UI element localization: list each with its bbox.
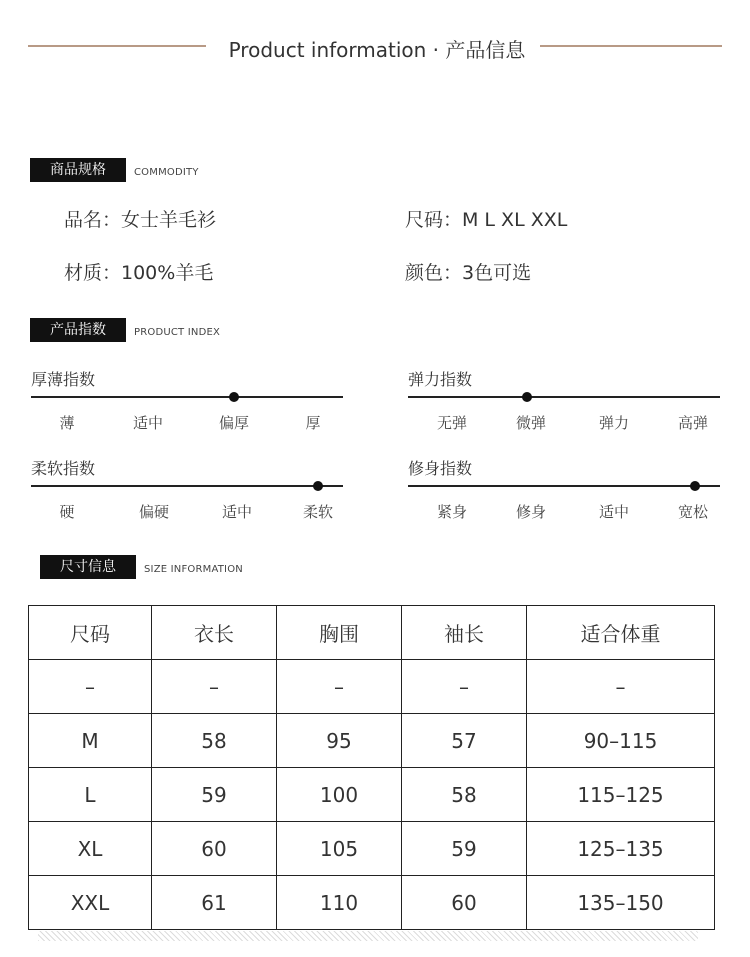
table-cell: –: [152, 660, 277, 714]
decorative-zigzag: [38, 931, 698, 941]
table-cell: 115–125: [527, 768, 715, 822]
table-cell: 90–115: [527, 714, 715, 768]
scale-label: 适中: [221, 503, 252, 521]
table-cell: 59: [402, 822, 527, 876]
scale-label: 微弹: [515, 414, 546, 432]
table-cell: 105: [277, 822, 402, 876]
scale-label: 硬: [59, 503, 75, 521]
scale-label: 宽松: [677, 503, 708, 521]
scale-label: 无弹: [436, 414, 467, 432]
product-sizes: 尺码：M L XL XXL: [405, 209, 568, 231]
scale-marker-fit: [690, 481, 700, 491]
header-line-left: [28, 45, 206, 47]
scale-label: 偏厚: [218, 414, 249, 432]
scale-line-softness: [31, 485, 343, 487]
scale-line-elasticity: [408, 396, 720, 398]
table-cell: 135–150: [527, 876, 715, 930]
scale-label: 厚: [305, 414, 321, 432]
table-header-cell: 衣长: [152, 606, 277, 660]
page-title: Product information · 产品信息: [228, 38, 526, 62]
table-cell: –: [402, 660, 527, 714]
scale-label: 适中: [598, 503, 629, 521]
scale-label: 弹力: [598, 414, 629, 432]
table-cell: 60: [152, 822, 277, 876]
table-header-row: [29, 606, 715, 660]
scale-title-fit: 修身指数: [408, 459, 473, 478]
section-subtitle-commodity: COMMODITY: [134, 167, 199, 178]
section-subtitle-size-info: SIZE INFORMATION: [144, 564, 243, 575]
table-header-cell: 尺码: [29, 606, 152, 660]
section-subtitle-product-index: PRODUCT INDEX: [134, 327, 221, 338]
table-cell: 125–135: [527, 822, 715, 876]
table-header-cell: 适合体重: [527, 606, 715, 660]
table-cell: 60: [402, 876, 527, 930]
table-cell: –: [29, 660, 152, 714]
size-table: [28, 605, 715, 930]
scale-label: 适中: [132, 414, 163, 432]
scale-title-softness: 柔软指数: [31, 459, 96, 478]
scale-marker-elasticity: [522, 392, 532, 402]
table-cell: –: [277, 660, 402, 714]
table-cell: 100: [277, 768, 402, 822]
table-row: [29, 822, 715, 876]
table-cell: XXL: [29, 876, 152, 930]
scale-title-elasticity: 弹力指数: [408, 370, 473, 389]
scale-marker-thickness: [229, 392, 239, 402]
scale-label: 高弹: [677, 414, 708, 432]
section-tag-product-index: 产品指数: [30, 318, 126, 342]
table-row: [29, 660, 715, 714]
table-row: [29, 876, 715, 930]
table-cell: –: [527, 660, 715, 714]
table-cell: 59: [152, 768, 277, 822]
table-cell: XL: [29, 822, 152, 876]
scale-line-thickness: [31, 396, 343, 398]
table-cell: 110: [277, 876, 402, 930]
table-cell: 58: [402, 768, 527, 822]
table-cell: 61: [152, 876, 277, 930]
header-line-right: [540, 45, 722, 47]
scale-label: 柔软: [302, 503, 333, 521]
table-row: [29, 714, 715, 768]
product-material: 材质：100%羊毛: [64, 262, 214, 284]
table-row: [29, 768, 715, 822]
scale-marker-softness: [313, 481, 323, 491]
table-cell: M: [29, 714, 152, 768]
table-header-cell: 胸围: [277, 606, 402, 660]
table-cell: 57: [402, 714, 527, 768]
table-cell: L: [29, 768, 152, 822]
section-tag-commodity: 商品规格: [30, 158, 126, 182]
scale-label: 紧身: [436, 503, 467, 521]
scale-title-thickness: 厚薄指数: [31, 370, 96, 389]
table-cell: 58: [152, 714, 277, 768]
scale-line-fit: [408, 485, 720, 487]
product-name: 品名：女士羊毛衫: [64, 209, 217, 231]
scale-label: 偏硬: [138, 503, 169, 521]
product-colors: 颜色：3色可选: [405, 262, 532, 284]
table-cell: 95: [277, 714, 402, 768]
scale-label: 薄: [59, 414, 75, 432]
scale-label: 修身: [515, 503, 546, 521]
section-tag-size-info: 尺寸信息: [40, 555, 136, 579]
table-header-cell: 袖长: [402, 606, 527, 660]
